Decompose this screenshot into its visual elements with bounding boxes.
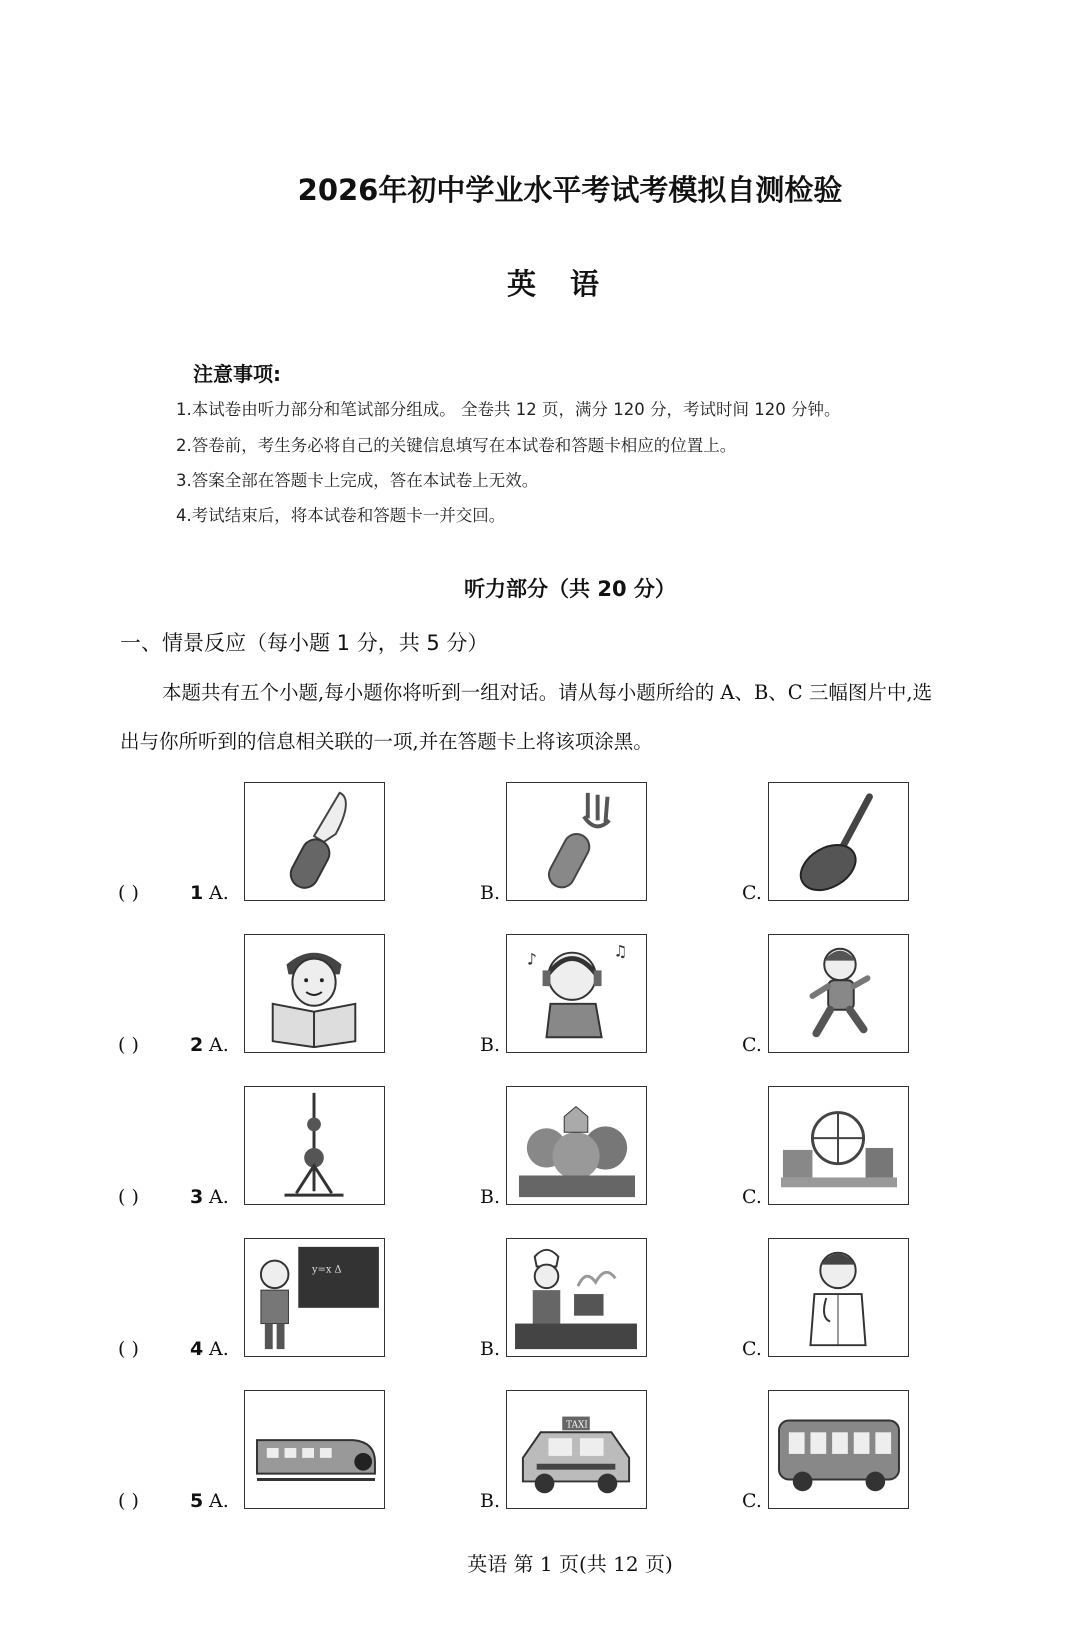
running-boy-icon (769, 935, 908, 1052)
option-picture (768, 934, 909, 1053)
notice-item-4: 4.考试结束后，将本试卷和答题卡一并交回。 (176, 506, 506, 525)
question-number: 4 (190, 1338, 204, 1360)
option-label: B. (480, 1490, 501, 1512)
fork-icon (507, 783, 646, 900)
option-picture (244, 1238, 385, 1357)
option-label: C. (742, 1034, 762, 1056)
amusement-park-icon (769, 1087, 908, 1204)
option-label: C. (742, 1490, 762, 1512)
question-number: 2 (190, 1034, 204, 1056)
subject-title: 英语 (506, 267, 633, 301)
notice-item-2: 2.答卷前，考生务必将自己的关键信息填写在本试卷和答题卡相应的位置上。 (176, 436, 737, 455)
option-label: A. (209, 1186, 229, 1208)
option-label: C. (742, 1338, 762, 1360)
option-label: A. (209, 1490, 229, 1512)
knife-icon (245, 783, 384, 900)
answer-paren: ( ) (118, 1186, 139, 1208)
exam-title: 2026年初中学业水平考试考模拟自测检验 (297, 173, 843, 207)
option-label: C. (742, 1186, 762, 1208)
svg-text:♫: ♫ (613, 941, 628, 961)
option-picture (244, 1390, 385, 1509)
zoo-park-icon (507, 1087, 646, 1204)
answer-paren: ( ) (118, 1034, 139, 1056)
option-picture (506, 782, 647, 901)
bus-icon (769, 1391, 908, 1508)
cook-icon (507, 1239, 646, 1356)
option-label: B. (480, 882, 501, 904)
option-picture (768, 782, 909, 901)
question-number: 3 (190, 1186, 204, 1208)
spoon-icon (769, 783, 908, 900)
option-label: C. (742, 882, 762, 904)
option-picture (768, 1238, 909, 1357)
reading-boy-icon (245, 935, 384, 1052)
option-picture (506, 1086, 647, 1205)
option-picture (244, 782, 385, 901)
question-number: 5 (190, 1490, 204, 1512)
option-picture (768, 1086, 909, 1205)
part-title: 一、情景反应（每小题 1 分，共 5 分） (120, 631, 489, 655)
notice-heading: 注意事项: (193, 362, 281, 386)
option-label: A. (209, 1034, 229, 1056)
option-picture (506, 1238, 647, 1357)
instruction-line-1: 本题共有五个小题,每小题你将听到一组对话。请从每小题所给的 A、B、C 三幅图片中,选 (162, 681, 933, 704)
option-picture (768, 1390, 909, 1509)
option-picture (506, 934, 647, 1053)
answer-paren: ( ) (118, 1490, 139, 1512)
page-footer: 英语 第 1 页(共 12 页) (467, 1552, 673, 1576)
option-picture (506, 1390, 647, 1509)
teacher-icon (245, 1239, 384, 1356)
option-label: A. (209, 882, 229, 904)
option-picture (244, 1086, 385, 1205)
option-label: B. (480, 1186, 501, 1208)
option-label: A. (209, 1338, 229, 1360)
answer-paren: ( ) (118, 1338, 139, 1360)
option-label: B. (480, 1338, 501, 1360)
taxi-icon (507, 1391, 646, 1508)
doctor-icon (769, 1239, 908, 1356)
tv-tower-icon (245, 1087, 384, 1204)
svg-text:y=x Δ: y=x Δ (312, 1264, 342, 1276)
question-number: 1 (190, 882, 204, 904)
instruction-line-2: 出与你所听到的信息相关联的一项,并在答题卡上将该项涂黑。 (120, 730, 653, 753)
notice-item-3: 3.答案全部在答题卡上完成，答在本试卷上无效。 (176, 471, 539, 490)
answer-paren: ( ) (118, 882, 139, 904)
train-icon (245, 1391, 384, 1508)
music-girl-icon (507, 935, 646, 1052)
notice-item-1: 1.本试卷由听力部分和笔试部分组成。 全卷共 12 页，满分 120 分，考试时间 120 分钟。 (176, 400, 841, 419)
option-picture (244, 934, 385, 1053)
taxi-sign-text: TAXI (566, 1420, 588, 1431)
section-title: 听力部分（共 20 分） (464, 577, 676, 601)
option-label: B. (480, 1034, 501, 1056)
svg-text:♪: ♪ (526, 949, 537, 969)
